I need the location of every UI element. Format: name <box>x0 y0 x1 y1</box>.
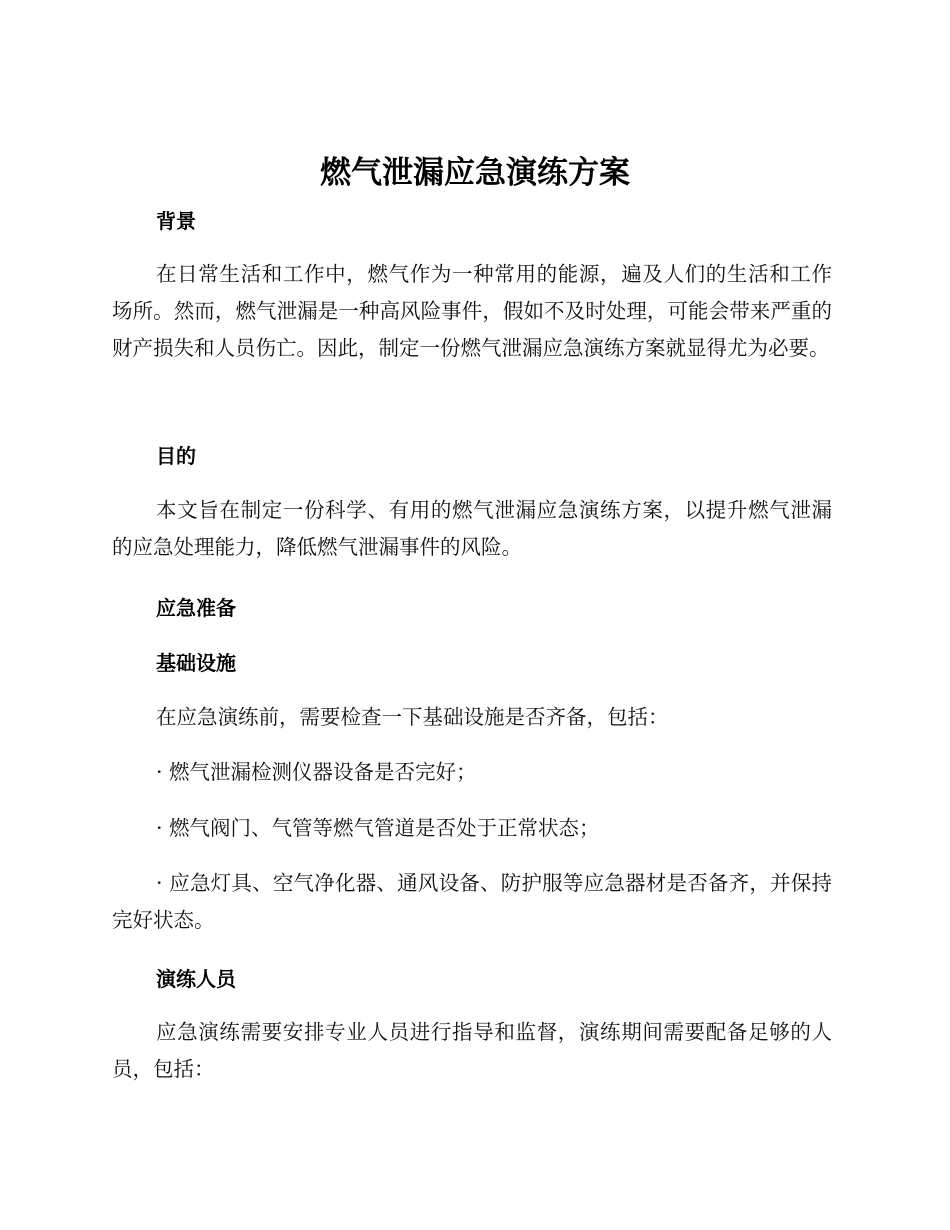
paragraph-background: 在日常生活和工作中，燃气作为一种常用的能源，遍及人们的生活和工作场所。然而，燃气泄漏是一种高风险事件，假如不及时处理，可能会带来严重的财产损失和人员伤亡。因此，制定一份燃气泄漏应急演练方案就显得尤为必要。 <box>112 262 832 360</box>
list-item: · 燃气阀门、气管等燃气管道是否处于正常状态； <box>156 816 600 840</box>
list-item: · 燃气泄漏检测仪器设备是否完好； <box>156 760 477 784</box>
document-title: 燃气泄漏应急演练方案 <box>320 155 630 191</box>
paragraph-personnel: 应急演练需要安排专业人员进行指导和监督，演练期间需要配备足够的人员，包括： <box>112 1020 832 1081</box>
heading-background: 背景 <box>156 209 196 233</box>
heading-preparation: 应急准备 <box>156 596 236 620</box>
heading-personnel: 演练人员 <box>156 967 236 991</box>
heading-infrastructure: 基础设施 <box>156 651 236 675</box>
paragraph-infrastructure-intro: 在应急演练前，需要检查一下基础设施是否齐备，包括： <box>156 705 669 729</box>
heading-purpose: 目的 <box>156 444 196 468</box>
list-item: · 应急灯具、空气净化器、通风设备、防护服等应急器材是否备齐，并保持完好状态。 <box>112 871 832 932</box>
paragraph-purpose: 本文旨在制定一份科学、有用的燃气泄漏应急演练方案，以提升燃气泄漏的应急处理能力，降低燃气泄漏事件的风险。 <box>112 498 832 559</box>
